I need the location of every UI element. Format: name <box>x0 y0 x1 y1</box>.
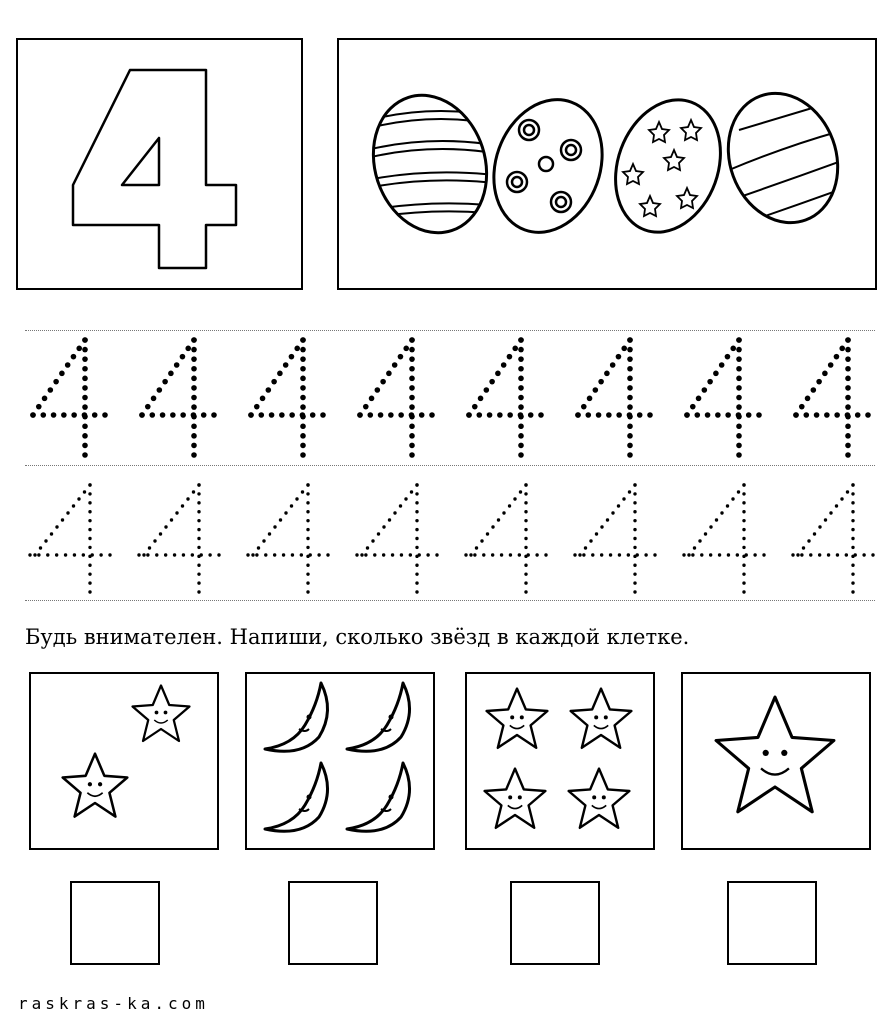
moon-icon <box>347 763 410 831</box>
smiling-star-icon <box>63 754 128 817</box>
bold-dotted-row[interactable] <box>0 330 895 460</box>
eggs-box <box>337 38 877 290</box>
smiling-star-icon <box>716 697 834 812</box>
big-digit-four <box>18 40 301 288</box>
striped-egg-icon <box>356 80 504 247</box>
dotted-four-glyph[interactable] <box>357 337 435 458</box>
answer-box-1[interactable] <box>70 881 160 965</box>
smiling-star-icon <box>485 769 546 828</box>
dotted-egg-icon <box>476 84 620 247</box>
dotted-four-glyph[interactable] <box>684 337 762 458</box>
moon-icon <box>265 763 328 831</box>
dotted-four-glyph[interactable] <box>791 483 874 593</box>
dotted-four-glyph[interactable] <box>248 337 326 458</box>
two-stars <box>31 674 217 848</box>
guide-line <box>25 600 875 601</box>
easter-eggs <box>339 40 875 288</box>
dotted-four-glyph[interactable] <box>682 483 765 593</box>
smiling-star-icon <box>569 769 630 828</box>
dotted-four-glyph[interactable] <box>246 483 329 593</box>
dotted-four-glyph[interactable] <box>573 483 656 593</box>
wavy-egg-icon <box>711 78 856 238</box>
big-digit-box <box>16 38 303 290</box>
moon-icon <box>265 683 328 751</box>
guide-line <box>25 465 875 466</box>
answer-box-4[interactable] <box>727 881 817 965</box>
four-moons <box>247 674 433 848</box>
moon-icon <box>347 683 410 751</box>
smiling-star-icon <box>133 686 190 742</box>
site-footer: raskras-ka.com <box>18 994 209 1013</box>
dotted-four-glyph[interactable] <box>28 483 111 593</box>
dotted-four-glyph[interactable] <box>139 337 217 458</box>
smiling-star-icon <box>571 689 632 748</box>
four-stars <box>467 674 653 848</box>
dotted-four-glyph[interactable] <box>466 337 544 458</box>
dotted-four-glyph[interactable] <box>464 483 547 593</box>
dotted-four-glyph[interactable] <box>30 337 108 458</box>
dotted-four-glyph[interactable] <box>793 337 871 458</box>
one-star <box>683 674 869 848</box>
card-stars-4 <box>465 672 655 850</box>
card-moons-4 <box>245 672 435 850</box>
answer-box-2[interactable] <box>288 881 378 965</box>
card-stars-2 <box>29 672 219 850</box>
dotted-four-glyph[interactable] <box>355 483 438 593</box>
dotted-four-glyph[interactable] <box>137 483 220 593</box>
card-star-1 <box>681 672 871 850</box>
answer-box-3[interactable] <box>510 881 600 965</box>
smiling-star-icon <box>487 689 548 748</box>
light-dotted-row[interactable] <box>0 470 895 600</box>
instruction-text: Будь внимателен. Напиши, сколько звёзд в каждой клетке. <box>25 625 690 649</box>
dotted-four-glyph[interactable] <box>575 337 653 458</box>
star-egg-icon <box>598 85 738 247</box>
